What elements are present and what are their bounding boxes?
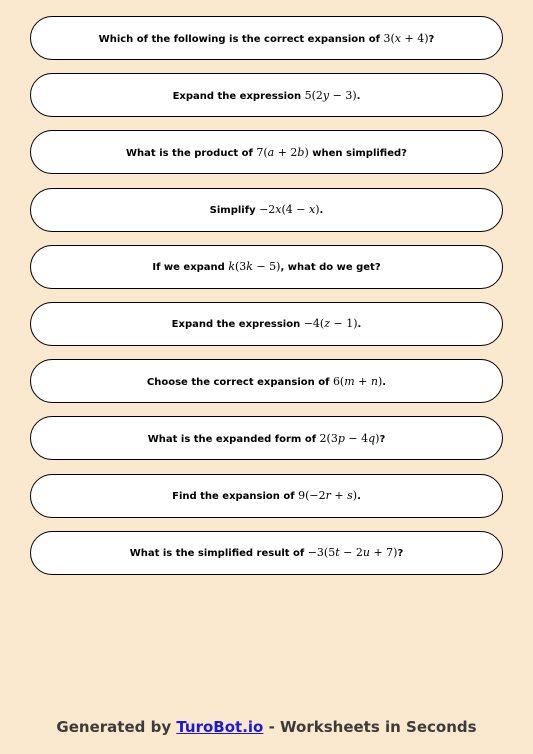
math-expression: 7(a + 2b) xyxy=(256,145,309,159)
question-text-before: Expand the expression xyxy=(172,90,305,102)
question-card xyxy=(30,531,503,575)
question-text-before: Expand the expression xyxy=(171,319,304,331)
question-text xyxy=(147,375,386,388)
question-text xyxy=(173,89,361,102)
question-text xyxy=(172,317,362,330)
math-expression: −3(5t − 2u + 7) xyxy=(307,546,398,560)
question-text-before: Which of the following is the correct expansion of xyxy=(98,33,384,45)
question-text-before: Choose the correct expansion of xyxy=(146,376,333,388)
turobot-link[interactable]: TuroBot.io xyxy=(176,718,264,736)
math-expression: −4(z − 1) xyxy=(303,317,358,331)
footer xyxy=(0,718,533,736)
question-text xyxy=(130,546,404,559)
math-expression: −2x(4 − x) xyxy=(259,203,320,217)
question-text xyxy=(126,146,407,159)
question-text-before: What is the simplified result of xyxy=(129,548,308,560)
question-text-before: What is the product of xyxy=(126,147,257,159)
question-text-after: ? xyxy=(379,433,386,445)
math-expression: 2(3p − 4q) xyxy=(319,431,380,445)
question-card xyxy=(30,359,503,403)
question-text-after: . xyxy=(382,376,387,388)
question-card xyxy=(30,188,503,232)
question-text-after: . xyxy=(357,319,362,331)
footer-prefix: Generated by xyxy=(56,718,177,736)
question-text xyxy=(210,203,324,216)
math-expression: 3(x + 4) xyxy=(383,31,429,45)
question-card xyxy=(30,16,503,60)
question-text xyxy=(148,432,386,445)
question-card xyxy=(30,416,503,460)
question-text xyxy=(172,489,361,502)
question-card xyxy=(30,245,503,289)
question-text-after: . xyxy=(319,205,324,217)
math-expression: 6(m + n) xyxy=(332,374,383,388)
question-text-after: ? xyxy=(428,33,435,45)
question-text-before: What is the expanded form of xyxy=(147,433,320,445)
question-text-after: . xyxy=(356,90,361,102)
question-list xyxy=(30,16,503,588)
question-card xyxy=(30,73,503,117)
question-text xyxy=(99,32,435,45)
math-expression: 9(−2r + s) xyxy=(298,489,358,502)
question-text-after: ? xyxy=(397,548,404,560)
math-expression: k(3k − 5) xyxy=(228,260,281,274)
question-card xyxy=(30,130,503,174)
question-text-after: . xyxy=(357,491,361,502)
footer-suffix: - Worksheets in Seconds xyxy=(263,718,477,736)
question-text-after: when simplified? xyxy=(308,147,407,159)
question-text-before: Simplify xyxy=(209,205,260,217)
question-text-after: , what do we get? xyxy=(280,262,381,274)
question-text-before: Find the expansion of xyxy=(172,491,299,502)
math-expression: 5(2y − 3) xyxy=(304,88,357,102)
question-text-before: If we expand xyxy=(152,262,229,274)
question-card xyxy=(30,474,503,518)
question-card xyxy=(30,302,503,346)
question-text xyxy=(152,260,380,273)
